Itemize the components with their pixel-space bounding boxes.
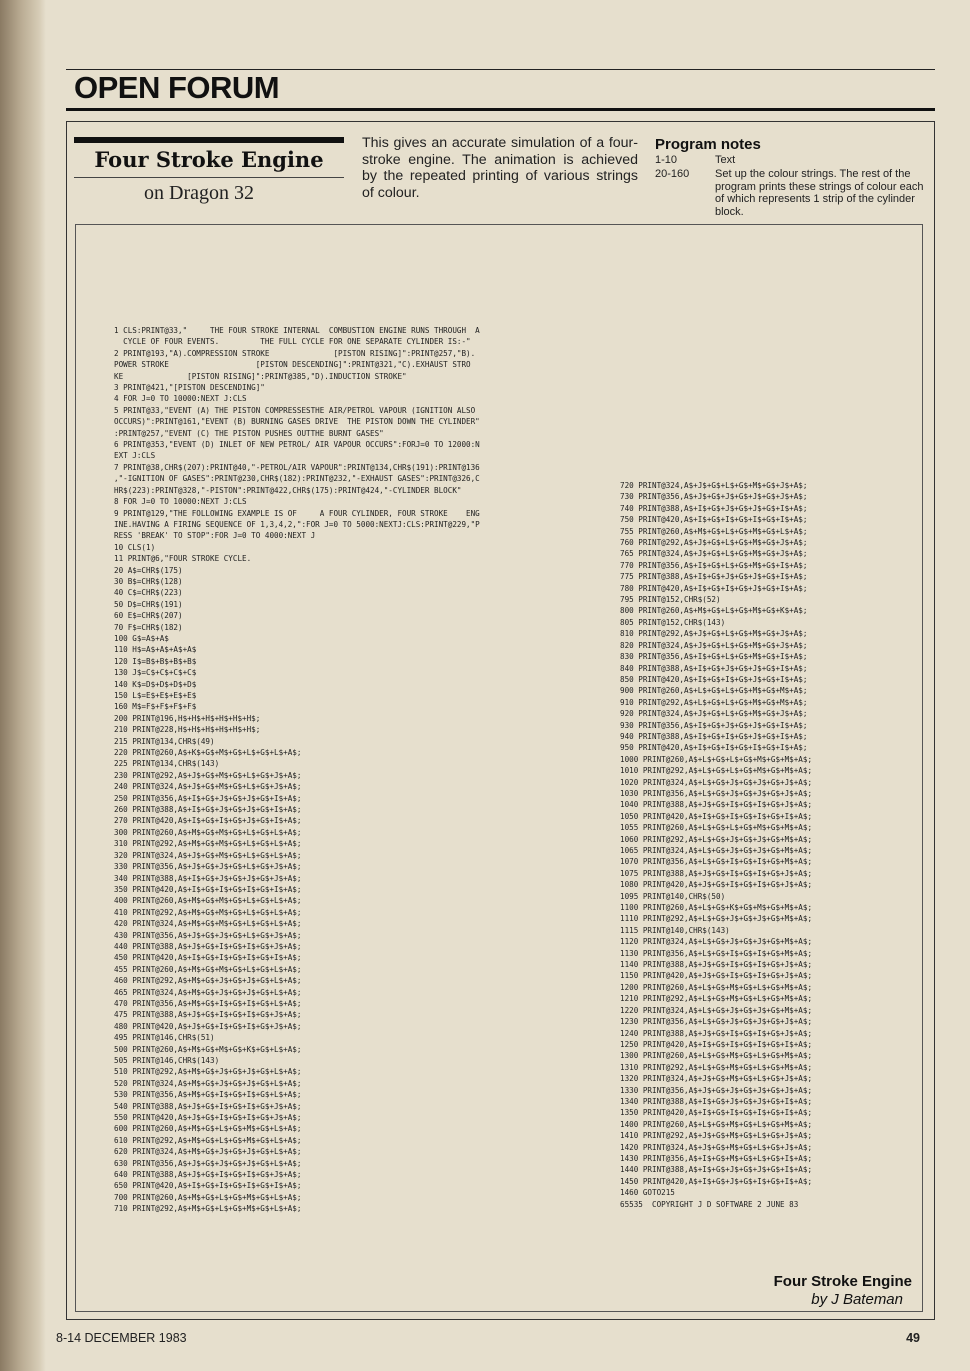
listing-line: 1320 PRINT@324,A$+J$+G$+M$+G$+L$+G$+J$+A$; [620,1074,813,1084]
listing-line: KE [PISTON RISING]":PRINT@385,"D).INDUCTION STROKE" [114,371,407,381]
listing-line: 270 PRINT@420,A$+I$+G$+I$+G$+J$+G$+I$+A$; [114,816,302,826]
listing-line: 30 B$=CHR$(128) [114,576,183,586]
listing-line: 450 PRINT@420,A$+I$+G$+I$+G$+I$+G$+I$+A$; [114,953,302,963]
listing-line: 775 PRINT@388,A$+I$+G$+J$+G$+J$+G$+I$+A$; [620,572,808,582]
byline-author: by J Bateman [811,1291,903,1308]
listing-line: 1310 PRINT@292,A$+L$+G$+M$+G$+L$+G$+M$+A$; [620,1062,813,1072]
listing-line: 610 PRINT@292,A$+M$+G$+L$+G$+M$+G$+L$+A$; [114,1135,302,1145]
listing-line: 215 PRINT@134,CHR$(49) [114,736,215,746]
listing-line: 465 PRINT@324,A$+M$+G$+J$+G$+J$+G$+L$+A$; [114,987,302,997]
listing-line: 3 PRINT@421,"[PISTON DESCENDING]" [114,383,265,393]
listing-line: 1400 PRINT@260,A$+L$+G$+M$+G$+L$+G$+M$+A$; [620,1119,813,1129]
listing-line: 1010 PRINT@292,A$+L$+G$+L$+G$+M$+G$+M$+A$; [620,766,813,776]
header-bottom-rule [66,108,935,111]
listing-line: HR$(223):PRINT@328,"-PISTON":PRINT@422,CHR$(175):PRINT@424,"-CYLINDER BLOCK" [114,485,462,495]
listing-line: 1330 PRINT@356,A$+J$+G$+J$+G$+J$+G$+J$+A$; [620,1085,813,1095]
listing-line: EXT J:CLS [114,451,156,461]
listing-line: 120 I$=B$+B$+B$+B$ [114,656,197,666]
listing-line: 1100 PRINT@260,A$+L$+G$+K$+G$+M$+G$+M$+A$; [620,903,813,913]
article-title: Four Stroke Engine [94,147,324,172]
listing-line: 310 PRINT@292,A$+M$+G$+M$+G$+L$+G$+L$+A$; [114,839,302,849]
listing-line: 220 PRINT@260,A$+K$+G$+M$+G$+L$+G$+L$+A$; [114,748,302,758]
listing-column-right [620,480,812,1210]
listing-line: 530 PRINT@356,A$+M$+G$+I$+G$+I$+G$+L$+A$; [114,1090,302,1100]
title-bar [74,137,344,143]
listing-line: 830 PRINT@356,A$+I$+G$+L$+G$+M$+G$+I$+A$; [620,652,808,662]
listing-line: 320 PRINT@324,A$+J$+G$+M$+G$+L$+G$+L$+A$; [114,850,302,860]
listing-line: 840 PRINT@388,A$+I$+G$+J$+G$+J$+G$+I$+A$; [620,663,808,673]
listing-line: 130 J$=C$+C$+C$+C$ [114,668,197,678]
listing-line: 1240 PRINT@388,A$+J$+G$+I$+G$+I$+G$+J$+A$; [620,1028,813,1038]
listing-line: CYCLE OF FOUR EVENTS. THE FULL CYCLE FOR ONE SEPARATE CYLINDER IS:-" [114,337,471,347]
listing-line: 1130 PRINT@356,A$+L$+G$+I$+G$+I$+G$+M$+A$; [620,948,813,958]
listing-line: 950 PRINT@420,A$+I$+G$+I$+G$+I$+G$+I$+A$; [620,743,808,753]
listing-line: 140 K$=D$+D$+D$+D$ [114,679,197,689]
listing-line: 260 PRINT@388,A$+I$+G$+J$+G$+J$+G$+I$+A$; [114,805,302,815]
listing-line: 550 PRINT@420,A$+J$+G$+I$+G$+I$+G$+J$+A$; [114,1113,302,1123]
listing-line: 50 D$=CHR$(191) [114,599,183,609]
listing-line: 710 PRINT@292,A$+M$+G$+L$+G$+M$+G$+L$+A$; [114,1204,302,1214]
program-note-range: 20-160 [655,168,690,180]
listing-line: 540 PRINT@388,A$+J$+G$+I$+G$+I$+G$+J$+A$; [114,1101,302,1111]
listing-line: 1300 PRINT@260,A$+L$+G$+M$+G$+L$+G$+M$+A$; [620,1051,813,1061]
section-title: OPEN FORUM [74,70,280,105]
listing-line: 900 PRINT@260,A$+L$+G$+L$+G$+M$+G$+M$+A$; [620,686,808,696]
listing-line: 60 E$=CHR$(207) [114,611,183,621]
listing-column-left [114,325,480,1215]
listing-line: 1210 PRINT@292,A$+L$+G$+M$+G$+L$+G$+M$+A$; [620,994,813,1004]
listing-line: 8 FOR J=0 TO 10000:NEXT J:CLS [114,497,247,507]
listing-line: 1200 PRINT@260,A$+L$+G$+M$+G$+L$+G$+M$+A$; [620,982,813,992]
listing-line: 765 PRINT@324,A$+J$+G$+L$+G$+M$+G$+J$+A$; [620,549,808,559]
footer-date: 8-14 DECEMBER 1983 [56,1331,187,1345]
listing-line: 1250 PRINT@420,A$+I$+G$+I$+G$+I$+G$+I$+A$; [620,1039,813,1049]
listing-line: 520 PRINT@324,A$+M$+G$+J$+G$+J$+G$+L$+A$; [114,1078,302,1088]
listing-line: 430 PRINT@356,A$+J$+G$+J$+G$+L$+G$+J$+A$; [114,930,302,940]
listing-line: 210 PRINT@228,H$+H$+H$+H$+H$+H$; [114,725,261,735]
listing-line: 510 PRINT@292,A$+M$+G$+J$+G$+J$+G$+L$+A$; [114,1067,302,1077]
listing-line: 6 PRINT@353,"EVENT (D) INLET OF NEW PETROL/ AIR VAPOUR OCCURS":FORJ=0 TO 12000:N [114,440,480,450]
listing-line: 1230 PRINT@356,A$+L$+G$+J$+G$+J$+G$+J$+A$; [620,1017,813,1027]
listing-line: 20 A$=CHR$(175) [114,565,183,575]
listing-line: 730 PRINT@356,A$+J$+G$+J$+G$+J$+G$+J$+A$; [620,492,808,502]
listing-line: 1055 PRINT@260,A$+L$+G$+L$+G$+M$+G$+M$+A$; [620,823,813,833]
listing-line: 1410 PRINT@292,A$+J$+G$+M$+G$+L$+G$+J$+A$; [620,1131,813,1141]
listing-line: 1095 PRINT@140,CHR$(50) [620,891,726,901]
listing-line: 750 PRINT@420,A$+I$+G$+I$+G$+I$+G$+I$+A$; [620,515,808,525]
listing-line: 1060 PRINT@292,A$+L$+G$+J$+G$+J$+G$+M$+A$; [620,834,813,844]
listing-line: 810 PRINT@292,A$+J$+G$+L$+G$+M$+G$+J$+A$; [620,629,808,639]
listing-line: 1110 PRINT@292,A$+L$+G$+J$+G$+J$+G$+M$+A$; [620,914,813,924]
listing-line: 755 PRINT@260,A$+M$+G$+L$+G$+M$+G$+L$+A$; [620,526,808,536]
listing-line: 720 PRINT@324,A$+J$+G$+L$+G$+M$+G$+J$+A$; [620,481,808,490]
listing-line: 1430 PRINT@356,A$+I$+G$+M$+G$+L$+G$+I$+A$; [620,1153,813,1163]
article-platform: on Dragon 32 [144,182,254,204]
listing-line: 1440 PRINT@388,A$+I$+G$+J$+G$+J$+G$+I$+A$; [620,1165,813,1175]
listing-line: 340 PRINT@388,A$+I$+G$+J$+G$+J$+G$+J$+A$; [114,873,302,883]
listing-line: 760 PRINT@292,A$+J$+G$+L$+G$+M$+G$+J$+A$; [620,538,808,548]
listing-line: 250 PRINT@356,A$+I$+G$+J$+G$+J$+G$+I$+A$; [114,793,302,803]
listing-line: 1220 PRINT@324,A$+L$+G$+J$+G$+J$+G$+M$+A$; [620,1005,813,1015]
listing-line: 7 PRINT@38,CHR$(207):PRINT@40,"-PETROL/AIR VAPOUR":PRINT@134,CHR$(191):PRINT@136 [114,462,480,472]
listing-line: 1340 PRINT@388,A$+I$+G$+J$+G$+J$+G$+I$+A$; [620,1096,813,1106]
program-notes-title: Program notes [655,136,761,153]
listing-line: 10 CLS(1) [114,542,156,552]
listing-line: 150 L$=E$+E$+E$+E$ [114,691,197,700]
listing-line: 1040 PRINT@388,A$+J$+G$+I$+G$+I$+G$+J$+A$; [620,800,813,810]
listing-line: 1450 PRINT@420,A$+I$+G$+J$+G$+I$+G$+I$+A$; [620,1176,813,1186]
listing-line: 500 PRINT@260,A$+M$+G$+M$+G$+K$+G$+L$+A$; [114,1044,302,1054]
program-note-range: 1-10 [655,154,678,166]
listing-line: 1120 PRINT@324,A$+L$+G$+J$+G$+J$+G$+M$+A$; [620,937,813,947]
listing-line: 5 PRINT@33,"EVENT (A) THE PISTON COMPRESSESTHE AIR/PETROL VAPOUR (IGNITION ALSO [114,405,476,415]
listing-line: 600 PRINT@260,A$+M$+G$+L$+G$+M$+G$+L$+A$; [114,1124,302,1134]
listing-line: 640 PRINT@388,A$+J$+G$+I$+G$+I$+G$+J$+A$; [114,1170,302,1180]
listing-line: 300 PRINT@260,A$+M$+G$+M$+G$+L$+G$+L$+A$; [114,827,302,837]
program-note-text: Text [715,154,736,166]
article-intro: This gives an accurate simulation of a four-stroke engine. The animation is achieved by the repeated printing of various strings of colour. [362,135,638,201]
listing-line: 1420 PRINT@324,A$+J$+G$+M$+G$+L$+G$+J$+A$; [620,1142,813,1152]
listing-line: 1460 GOTO215 [620,1188,675,1198]
listing-line: 495 PRINT@146,CHR$(51) [114,1033,215,1043]
listing-line: 100 G$=A$+A$ [114,633,169,643]
listing-line: 475 PRINT@388,A$+J$+G$+I$+G$+I$+G$+J$+A$; [114,1010,302,1020]
listing-line: 805 PRINT@152,CHR$(143) [620,617,726,627]
listing-line: 920 PRINT@324,A$+J$+G$+L$+G$+M$+G$+J$+A$; [620,709,808,719]
listing-line: 1 CLS:PRINT@33," THE FOUR STROKE INTERNAL COMBUSTION ENGINE RUNS THROUGH A [114,326,480,335]
listing-line: 1020 PRINT@324,A$+L$+G$+J$+G$+J$+G$+J$+A$; [620,777,813,787]
listing-line: 65535 COPYRIGHT J D SOFTWARE 2 JUNE 83 [620,1199,799,1209]
listing-line: 1000 PRINT@260,A$+L$+G$+L$+G$+M$+G$+M$+A$; [620,754,813,764]
listing-line: 770 PRINT@356,A$+I$+G$+L$+G$+M$+G$+I$+A$; [620,560,808,570]
listing-line: 620 PRINT@324,A$+M$+G$+J$+G$+J$+G$+L$+A$; [114,1147,302,1157]
listing-line: 740 PRINT@388,A$+I$+G$+J$+G$+J$+G$+I$+A$; [620,503,808,513]
listing-line: 400 PRINT@260,A$+M$+G$+M$+G$+L$+G$+L$+A$; [114,896,302,906]
listing-line: ,"-IGNITION OF GASES":PRINT@230,CHR$(182):PRINT@232,"-EXHAUST GASES":PRINT@326,C [114,474,480,484]
listing-line: 780 PRINT@420,A$+I$+G$+I$+G$+J$+G$+I$+A$; [620,583,808,593]
program-note-text: Set up the colour strings. The rest of the program prints these strings of colour each of which represents 1 strip of the cylinder block. [715,168,924,218]
listing-line: 1050 PRINT@420,A$+I$+G$+I$+G$+I$+G$+I$+A$; [620,811,813,821]
listing-line: 940 PRINT@388,A$+I$+G$+I$+G$+J$+G$+I$+A$; [620,731,808,741]
listing-line: 800 PRINT@260,A$+M$+G$+L$+G$+M$+G$+K$+A$; [620,606,808,616]
binding-gutter [0,0,46,1371]
listing-line: 110 H$=A$+A$+A$+A$ [114,645,197,655]
listing-line: 630 PRINT@356,A$+J$+G$+J$+G$+J$+G$+L$+A$; [114,1158,302,1168]
listing-line: 4 FOR J=0 TO 10000:NEXT J:CLS [114,394,247,404]
listing-line: 440 PRINT@388,A$+J$+G$+I$+G$+I$+G$+J$+A$; [114,941,302,951]
listing-line: 505 PRINT@146,CHR$(143) [114,1056,220,1065]
listing-line: 225 PRINT@134,CHR$(143) [114,759,220,769]
listing-line: 11 PRINT@6,"FOUR STROKE CYCLE. [114,554,252,564]
listing-line: RESS 'BREAK' TO STOP":FOR J=0 TO 4000:NEXT J [114,531,316,541]
listing-line: 1080 PRINT@420,A$+J$+G$+I$+G$+I$+G$+J$+A$; [620,880,813,890]
listing-line: 350 PRINT@420,A$+I$+G$+I$+G$+I$+G$+I$+A$; [114,884,302,894]
listing-line: 910 PRINT@292,A$+L$+G$+L$+G$+M$+G$+M$+A$; [620,697,808,707]
listing-line: 40 C$=CHR$(223) [114,588,183,598]
listing-line: 850 PRINT@420,A$+I$+G$+I$+G$+J$+G$+I$+A$; [620,674,808,684]
listing-line: 1140 PRINT@388,A$+J$+G$+I$+G$+I$+G$+J$+A$; [620,960,813,970]
listing-line: 930 PRINT@356,A$+I$+G$+J$+G$+J$+G$+I$+A$; [620,720,808,730]
listing-line: 200 PRINT@196,H$+H$+H$+H$+H$+H$; [114,713,261,723]
listing-line: 330 PRINT@356,A$+J$+G$+J$+G$+L$+G$+J$+A$; [114,862,302,872]
listing-line: 1350 PRINT@420,A$+I$+G$+I$+G$+I$+G$+I$+A$; [620,1108,813,1118]
listing-line: 480 PRINT@420,A$+J$+G$+I$+G$+I$+G$+J$+A$; [114,1021,302,1031]
listing-line: 2 PRINT@193,"A).COMPRESSION STROKE [PISTON RISING]":PRINT@257,"B). [114,348,476,358]
listing-line: 410 PRINT@292,A$+M$+G$+M$+G$+L$+G$+L$+A$; [114,907,302,917]
listing-line: 9 PRINT@129,"THE FOLLOWING EXAMPLE IS OF A FOUR CYLINDER, FOUR STROKE ENG [114,508,480,518]
listing-line: 820 PRINT@324,A$+J$+G$+L$+G$+M$+G$+J$+A$; [620,640,808,650]
byline-title: Four Stroke Engine [773,1273,912,1290]
listing-line: 240 PRINT@324,A$+J$+G$+M$+G$+L$+G$+J$+A$; [114,782,302,792]
listing-line: 470 PRINT@356,A$+M$+G$+I$+G$+I$+G$+L$+A$; [114,998,302,1008]
listing-line: 230 PRINT@292,A$+J$+G$+M$+G$+L$+G$+J$+A$; [114,770,302,780]
listing-line: 1070 PRINT@356,A$+L$+G$+I$+G$+I$+G$+M$+A$; [620,857,813,867]
listing-line: 700 PRINT@260,A$+M$+G$+L$+G$+M$+G$+L$+A$; [114,1192,302,1202]
listing-line: 795 PRINT@152,CHR$(52) [620,595,721,605]
listing-line: :PRINT@257,"EVENT (C) THE PISTON PUSHES OUTTHE BURNT GASES" [114,428,384,438]
listing-line: 420 PRINT@324,A$+M$+G$+M$+G$+L$+G$+L$+A$; [114,919,302,929]
listing-line: 1150 PRINT@420,A$+J$+G$+I$+G$+I$+G$+J$+A$; [620,971,813,981]
listing-line: 455 PRINT@260,A$+M$+G$+M$+G$+L$+G$+L$+A$; [114,964,302,974]
listing-line: 1065 PRINT@324,A$+L$+G$+J$+G$+J$+G$+M$+A$; [620,846,813,855]
listing-line: 460 PRINT@292,A$+M$+G$+J$+G$+J$+G$+L$+A$; [114,976,302,986]
listing-line: INE.HAVING A FIRING SEQUENCE OF 1,3,4,2,":FOR J=0 TO 5000:NEXTJ:CLS:PRINT@229,"P [114,519,480,529]
magazine-page [46,0,970,1371]
listing-line: 160 M$=F$+F$+F$+F$ [114,702,197,712]
page-number: 49 [906,1331,920,1345]
listing-line: POWER STROKE [PISTON DESCENDING]":PRINT@321,"C).EXHAUST STRO [114,360,471,370]
listing-line: 1115 PRINT@140,CHR$(143) [620,925,730,935]
listing-line: 70 F$=CHR$(182) [114,622,183,632]
listing-line: 1075 PRINT@388,A$+J$+G$+I$+G$+I$+G$+J$+A$; [620,868,813,878]
title-divider [74,177,344,178]
listing-line: 1030 PRINT@356,A$+L$+G$+J$+G$+J$+G$+J$+A$; [620,788,813,798]
listing-line: 650 PRINT@420,A$+I$+G$+I$+G$+I$+G$+I$+A$; [114,1181,302,1191]
listing-line: OCCURS)":PRINT@161,"EVENT (B) BURNING GASES DRIVE THE PISTON DOWN THE CYLINDER" [114,417,480,427]
